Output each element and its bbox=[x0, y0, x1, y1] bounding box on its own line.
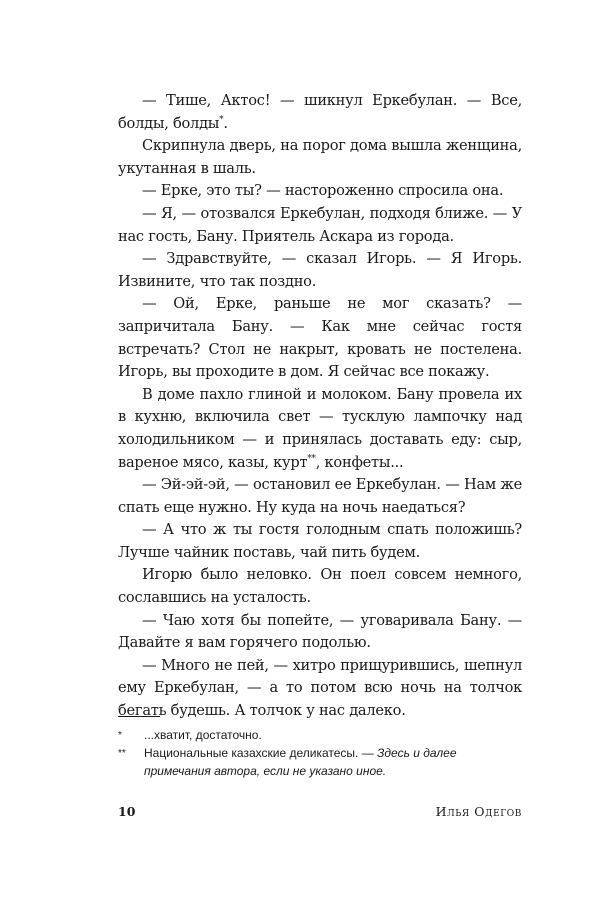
paragraph: — Ой, Ерке, раньше не мог сказать? — запричитала Бану. — Как мне сейчас гостя встречать? Стол не накрыт, кровать не постелена. Игорь, вы проходите в дом. Я сейчас все покажу. bbox=[118, 295, 522, 381]
footnote-ref: * bbox=[219, 114, 224, 125]
footnote bbox=[118, 745, 522, 781]
footnotes bbox=[118, 727, 522, 780]
footnote-mark: * bbox=[118, 730, 122, 741]
paragraph: — Много не пей, — хитро прищурившись, шепнул ему Еркебулан, — а то потом всю ночь на толчок бегать будешь. А толчок у нас далеко. bbox=[118, 656, 522, 720]
paragraph: — Чаю хотя бы попейте, — уговаривала Бану. — Давайте я вам горячего подолью. bbox=[118, 611, 522, 652]
paragraph: — Эй-эй-эй, — остановил ее Еркебулан. — Нам же спать еще нужно. Ну куда на ночь наедаться? bbox=[118, 476, 522, 516]
paragraph: Игорю было неловко. Он поел совсем немного, сославшись на усталость. bbox=[118, 566, 522, 607]
paragraph: — Здравствуйте, — сказал Игорь. — Я Игорь. Извините, что так поздно. bbox=[118, 250, 522, 290]
paragraph: — Я, — отозвался Еркебулан, подходя ближе. — У нас гость, Бану. Приятель Аскара из города. bbox=[118, 204, 522, 245]
paragraph: — Ерке, это ты? — настороженно спросила она. bbox=[142, 182, 504, 200]
running-head: Илья Одегов bbox=[435, 804, 522, 819]
footnote-mark: ** bbox=[118, 747, 126, 759]
footnote-text: Национальные казахские деликатесы. — Здесь и далее примечания автора, если не указано иное. bbox=[144, 745, 457, 778]
page-number: 10 bbox=[118, 804, 136, 819]
footnote-divider bbox=[118, 716, 160, 717]
footnote-text: ...хватит, достаточно. bbox=[144, 728, 262, 742]
footnote-italic: Здесь и далее примечания автора, если не указано иное. bbox=[144, 745, 457, 778]
paragraph: — А что ж ты гостя голодным спать положишь? Лучше чайник поставь, чай пить будем. bbox=[118, 521, 522, 561]
footnote bbox=[118, 727, 522, 745]
paragraph: В доме пахло глиной и молоком. Бану провела их в кухню, включила свет — тусклую лампочку над холодильником — и принялась доставать еду: сыр, вареное мясо, казы, курт**, конфеты... bbox=[118, 385, 522, 471]
paragraph: Скрипнула дверь, на порог дома вышла женщина, укутанная в шаль. bbox=[118, 137, 522, 177]
paragraph: — Тише, Актос! — шикнул Еркебулан. — Все, болды, болды*. bbox=[118, 92, 522, 132]
footnote-ref: ** bbox=[307, 453, 316, 464]
body-text bbox=[118, 90, 522, 723]
